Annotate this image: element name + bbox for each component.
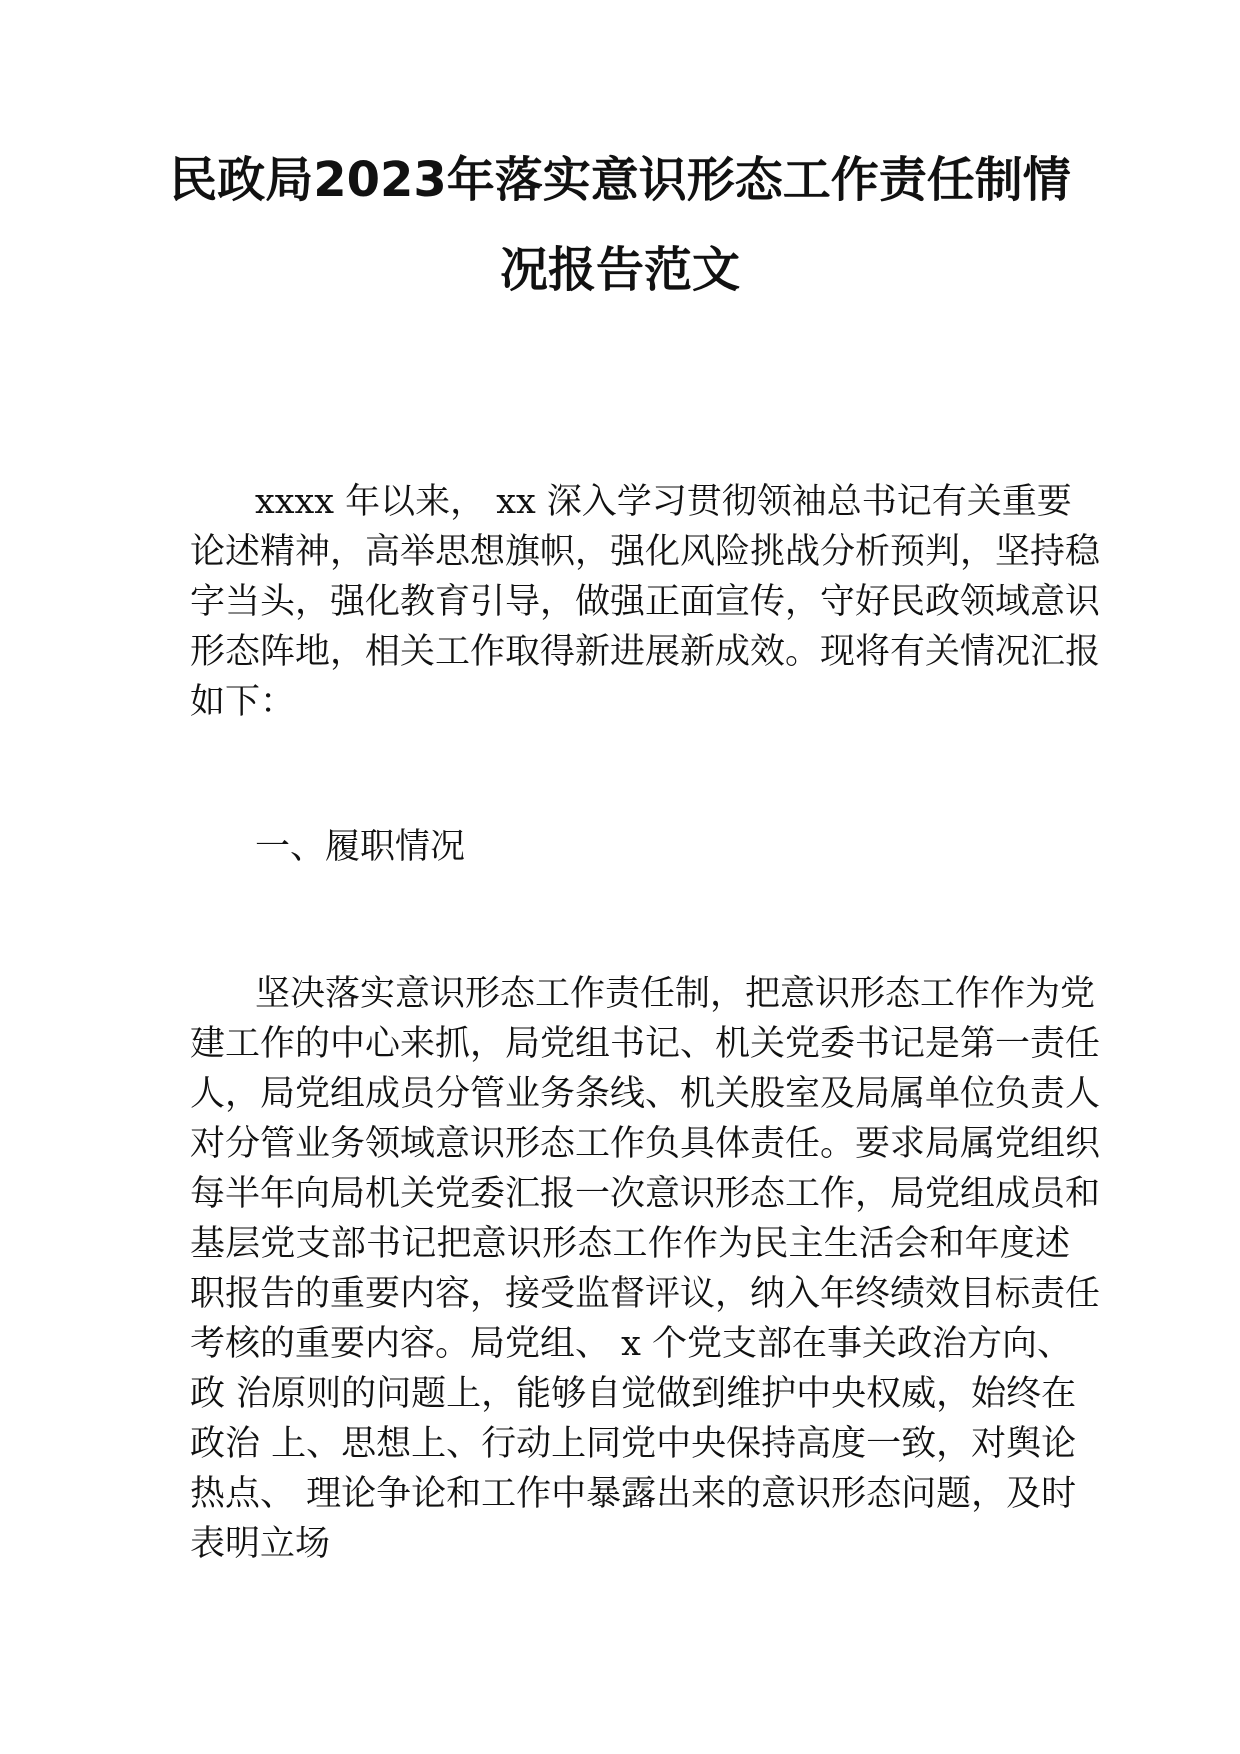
paragraph-2-line-4: 对分管业务领域意识形态工作负具体责任。要求局属党组织 <box>190 1124 1101 1164</box>
paragraph-2-line-9: 政 治原则的问题上，能够自觉做到维护中央权威，始终在 <box>190 1374 1077 1414</box>
paragraph-2-line-5: 每半年向局机关党委汇报一次意识形态工作，局党组成员和 <box>190 1174 1101 1214</box>
paragraph-2-line-12: 表明立场 <box>190 1524 331 1564</box>
paragraph-2-line-3: 人，局党组成员分管业务条线、机关股室及局属单位负责人 <box>190 1074 1101 1114</box>
paragraph-2-line-1: 坚决落实意识形态工作责任制，把意识形态工作作为党 <box>255 974 1096 1014</box>
paragraph-2-line-11: 热点、 理论争论和工作中暴露出来的意识形态问题，及时 <box>190 1474 1077 1514</box>
paragraph-2-line-7: 职报告的重要内容，接受监督评议，纳入年终绩效目标责任 <box>190 1274 1101 1314</box>
paragraph-1-line-2: 论述精神，高举思想旗帜，强化风险挑战分析预判，坚持稳 <box>190 532 1101 572</box>
document-title-line-2: 况报告范文 <box>499 242 740 298</box>
section-heading: 一、履职情况 <box>255 827 466 867</box>
paragraph-1-line-4: 形态阵地，相关工作取得新进展新成效。现将有关情况汇报 <box>190 632 1101 672</box>
paragraph-1-line-3: 字当头，强化教育引导，做强正面宣传，守好民政领域意识 <box>190 582 1101 622</box>
paragraph-2-line-6: 基层党支部书记把意识形态工作作为民主生活会和年度述 <box>190 1224 1070 1264</box>
paragraph-2-line-10: 政治 上、思想上、行动上同党中央保持高度一致，对舆论 <box>190 1424 1077 1464</box>
paragraph-2-line-8: 考核的重要内容。局党组、 x 个党支部在事关政治方向、 <box>190 1324 1072 1364</box>
document-title-line-1: 民政局2023年落实意识形态工作责任制情 <box>169 152 1071 208</box>
paragraph-1-line-5: 如下： <box>190 682 296 722</box>
paragraph-1-line-1: xxxx 年以来， xx 深入学习贯彻领袖总书记有关重要 <box>255 482 1072 522</box>
paragraph-2-line-2: 建工作的中心来抓，局党组书记、机关党委书记是第一责任 <box>190 1024 1101 1064</box>
